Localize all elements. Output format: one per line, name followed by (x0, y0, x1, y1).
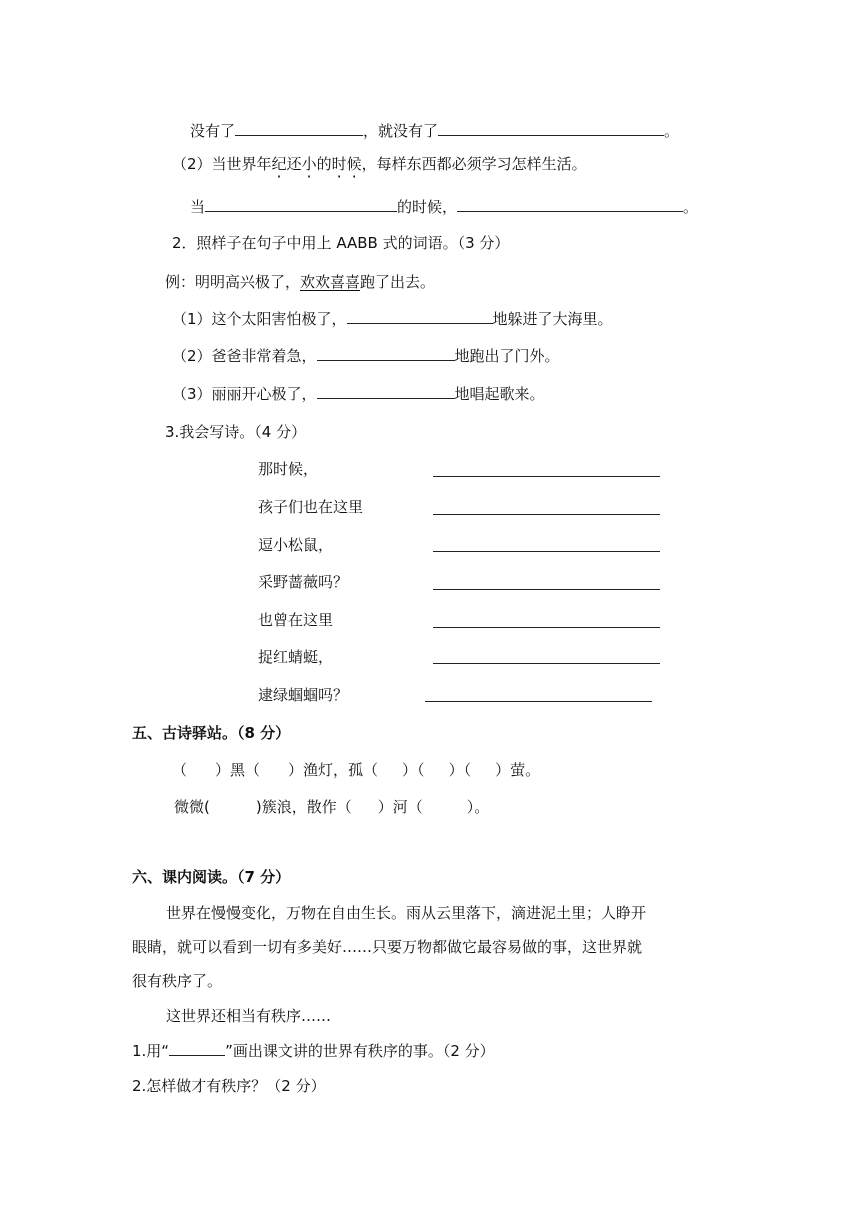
text: ）河（ (377, 798, 423, 816)
text: 没有了 (190, 122, 236, 140)
question-1-2 (172, 153, 587, 175)
text: （1）这个太阳害怕极了， (172, 310, 347, 328)
emphasis-char: 纪 (271, 155, 287, 173)
poem-line: 捉红蜻蜓， (258, 648, 334, 666)
answer-blank[interactable] (205, 197, 397, 212)
answer-line[interactable] (425, 701, 652, 702)
item-number: （2） (172, 155, 212, 173)
answer-blank[interactable] (317, 384, 455, 399)
reading-paragraph-line: 世界在慢慢变化，万物在自由生长。雨从云里落下，滴进泥土里；人睁开 (166, 904, 647, 922)
text: 还 (286, 155, 302, 173)
text: ）萤。 (495, 761, 541, 779)
text: 的时候， (397, 198, 458, 216)
question-1-2-fill (190, 196, 698, 218)
answer-blank[interactable] (235, 121, 363, 136)
continuation-line (190, 120, 679, 142)
answer-blank[interactable] (457, 197, 683, 212)
section-5-heading: 五、古诗驿站。（8 分） (132, 724, 291, 742)
text: （2）爸爸非常着急， (172, 347, 317, 365)
text: 例：明明高兴极了， (165, 273, 301, 291)
text: ”画出课文讲的世界有秩序的事。（2 分） (225, 1042, 495, 1060)
question-2-title: 2．照样子在句子中用上 AABB 式的词语。（3 分） (172, 234, 510, 252)
text: ）（ (448, 761, 472, 779)
emphasis-char: 候 (346, 155, 362, 173)
answer-blank[interactable] (347, 309, 493, 324)
text: 地唱起歌来。 (454, 385, 545, 403)
poem-line: 也曾在这里 (258, 611, 334, 629)
poem-line: 逮绿蝈蝈吗？ (258, 686, 349, 704)
answer-line[interactable] (433, 589, 660, 590)
text: ）（ (402, 761, 425, 779)
answer-blank[interactable] (438, 121, 664, 136)
text: )簇浪，散作（ (255, 798, 352, 816)
question-2-item-2 (172, 345, 560, 367)
reading-paragraph: 这世界还相当有秩序…… (166, 1007, 332, 1025)
question-2-item-3 (172, 383, 545, 405)
answer-line[interactable] (433, 627, 660, 628)
reading-paragraph-line: 眼睛，就可以看到一切有多美好……只要万物都做它最容易做的事，这世界就 (132, 938, 643, 956)
text: 1.用“ (132, 1042, 170, 1060)
text: （3）丽丽开心极了， (172, 385, 317, 403)
text: 当世界年 (211, 155, 272, 173)
emphasis-char: 时 (331, 155, 347, 173)
text: ）渔灯，孤（ (288, 761, 379, 779)
section-6-heading: 六、课内阅读。（7 分） (132, 868, 291, 886)
text: 跑了出去。 (360, 273, 436, 291)
text: 微微( (174, 798, 210, 816)
text: ，就没有了 (363, 122, 439, 140)
reading-question-1 (132, 1040, 495, 1062)
text: 的 (316, 155, 332, 173)
poem-line: 那时候， (258, 460, 319, 478)
answer-line[interactable] (433, 551, 660, 552)
text: ）黑（ (215, 761, 261, 779)
question-2-example (165, 271, 435, 293)
question-3-title: 3.我会写诗。（4 分） (165, 423, 307, 441)
emphasis-char: 小 (301, 155, 317, 173)
text: ）。 (466, 798, 490, 816)
text: （ (172, 761, 188, 779)
poem-fill-row-2 (174, 796, 489, 818)
answer-line[interactable] (433, 663, 660, 664)
text: 当 (190, 198, 206, 216)
text: ，每样东西都必须学习怎样生活。 (361, 155, 587, 173)
text: 。 (664, 122, 680, 140)
poem-line: 孩子们也在这里 (258, 498, 364, 516)
underline-sample (169, 1041, 225, 1056)
question-2-item-1 (172, 308, 613, 330)
poem-line: 逗小松鼠， (258, 536, 334, 554)
underlined-word: 欢欢喜喜 (300, 273, 361, 291)
text: 。 (683, 198, 699, 216)
reading-question-2: 2.怎样做才有秩序？（2 分） (132, 1077, 326, 1095)
text: 地跑出了门外。 (454, 347, 560, 365)
answer-line[interactable] (433, 514, 660, 515)
poem-fill-row-1 (172, 759, 540, 781)
poem-line: 采野蔷薇吗？ (258, 573, 349, 591)
reading-paragraph-line: 很有秩序了。 (132, 972, 223, 990)
text: 地躲进了大海里。 (492, 310, 613, 328)
answer-blank[interactable] (317, 346, 455, 361)
answer-line[interactable] (433, 476, 660, 477)
